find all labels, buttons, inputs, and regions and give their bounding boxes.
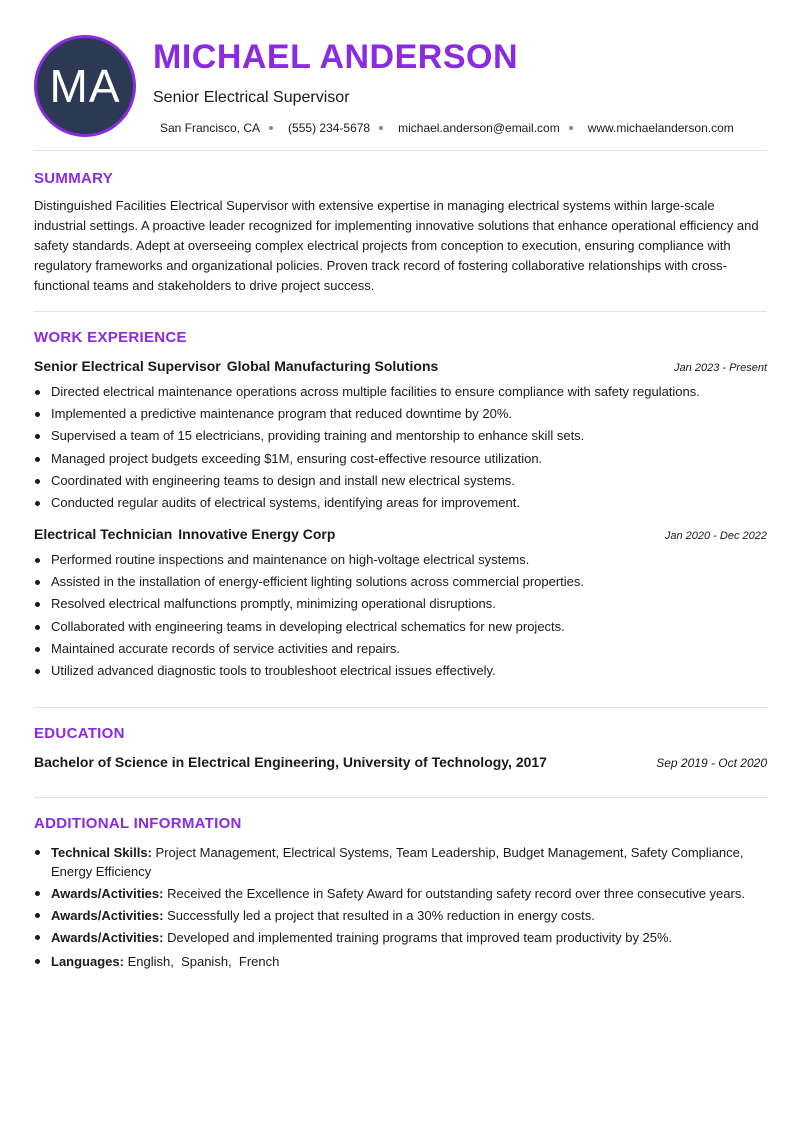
job-title-line <box>34 526 335 542</box>
job-title-line <box>34 358 438 374</box>
additional-list <box>51 843 767 974</box>
contact-phone: (555) 234-5678 <box>288 121 371 135</box>
separator-dot <box>569 126 573 130</box>
job-bullets <box>51 381 767 514</box>
education-heading: EDUCATION <box>34 725 125 742</box>
candidate-name: MICHAEL ANDERSON <box>153 38 519 76</box>
list-item <box>51 843 767 881</box>
list-item: Managed project budgets exceeding $1M, ensuring cost-effective resource utilization. <box>51 448 767 470</box>
list-item: Collaborated with engineering teams in developing electrical schematics for new projects. <box>51 616 767 638</box>
experience-heading: WORK EXPERIENCE <box>34 329 187 346</box>
list-item: Directed electrical maintenance operations across multiple facilities to ensure compliance with safety regulations. <box>51 381 767 403</box>
item-text: Project Management, Electrical Systems, Team Leadership, Budget Management, Safety Compliance, Energy Efficiency <box>51 845 744 879</box>
item-label: Technical Skills: <box>51 845 152 860</box>
list-item: Resolved electrical malfunctions promptly, minimizing operational disruptions. <box>51 593 767 615</box>
list-item: Performed routine inspections and maintenance on high-voltage electrical systems. <box>51 549 767 571</box>
section-divider <box>34 150 767 151</box>
list-item <box>51 884 767 903</box>
list-item: Conducted regular audits of electrical systems, identifying areas for improvement. <box>51 492 767 514</box>
item-label: Awards/Activities: <box>51 886 164 901</box>
section-divider <box>34 797 767 798</box>
job-header <box>34 526 767 542</box>
job-dates: Jan 2023 - Present <box>674 362 767 374</box>
contact-bar <box>160 121 734 135</box>
job-dates: Jan 2020 - Dec 2022 <box>664 530 767 542</box>
avatar-initials: MA <box>49 60 121 112</box>
item-text: Developed and implemented training programs that improved team productivity by 25%. <box>167 930 673 945</box>
additional-heading: ADDITIONAL INFORMATION <box>34 815 242 832</box>
job-company: Global Manufacturing Solutions <box>226 358 439 374</box>
list-item <box>51 928 767 947</box>
item-text: Received the Excellence in Safety Award for outstanding safety record over three consecutive years. <box>167 886 745 901</box>
avatar <box>34 35 136 137</box>
item-text: English, Spanish, French <box>127 954 280 969</box>
list-item: Implemented a predictive maintenance program that reduced downtime by 20%. <box>51 403 767 425</box>
contact-website[interactable]: www.michaelanderson.com <box>587 121 734 135</box>
list-item: Assisted in the installation of energy-efficient lighting solutions across commercial properties. <box>51 571 767 593</box>
education-degree: Bachelor of Science in Electrical Engineering, University of Technology, 2017 <box>34 754 547 770</box>
separator-dot <box>379 126 383 130</box>
item-label: Awards/Activities: <box>51 908 164 923</box>
item-text: Successfully led a project that resulted in a 30% reduction in energy costs. <box>167 908 595 923</box>
section-divider <box>34 707 767 708</box>
summary-text: Distinguished Facilities Electrical Supervisor with extensive expertise in managing electrical systems within large-scale industrial settings. A proactive leader recognized for implementing innovative solutions that enhance operational efficiency and safety standards. Adept at overseeing complex electrical projects from conception to execution, ensuring compliance with regulatory frameworks and organizational policies. Proven track record of fostering collaborative relationships with cross-functional teams and stakeholders to drive project success. <box>34 198 759 293</box>
list-item <box>51 906 767 925</box>
education-dates: Sep 2019 - Oct 2020 <box>656 756 767 770</box>
candidate-title: Senior Electrical Supervisor <box>153 89 350 106</box>
list-item: Utilized advanced diagnostic tools to troubleshoot electrical issues effectively. <box>51 660 767 682</box>
job-title: Electrical Technician <box>34 526 173 542</box>
section-divider <box>34 311 767 312</box>
job-title: Senior Electrical Supervisor <box>34 358 221 374</box>
separator-dot <box>269 126 273 130</box>
job-company: Innovative Energy Corp <box>178 526 336 542</box>
list-item: Maintained accurate records of service activities and repairs. <box>51 638 767 660</box>
list-item: Supervised a team of 15 electricians, providing training and mentorship to enhance skill sets. <box>51 425 767 447</box>
contact-email[interactable]: michael.anderson@email.com <box>398 121 560 135</box>
item-label: Languages: <box>51 954 124 969</box>
job-bullets <box>51 549 767 682</box>
list-item: Coordinated with engineering teams to design and install new electrical systems. <box>51 470 767 492</box>
education-row <box>34 754 767 770</box>
item-label: Awards/Activities: <box>51 930 164 945</box>
list-item <box>51 952 767 971</box>
job-header <box>34 358 767 374</box>
contact-location: San Francisco, CA <box>160 121 261 135</box>
summary-heading: SUMMARY <box>34 170 114 187</box>
